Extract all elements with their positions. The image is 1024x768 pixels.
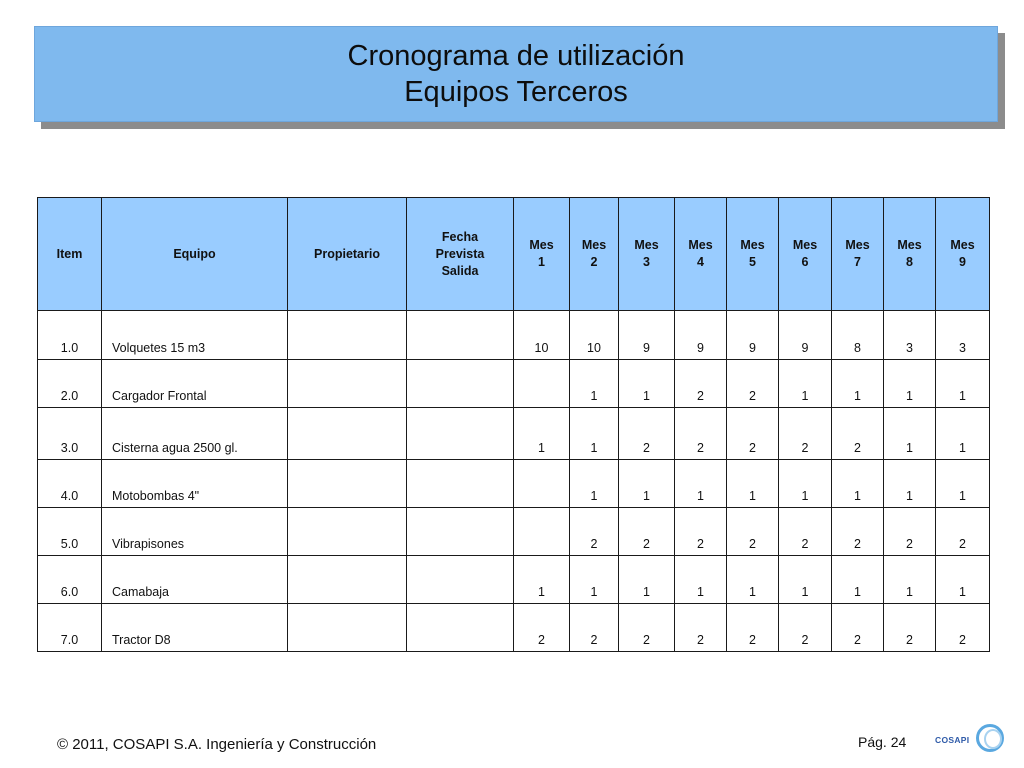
equipo-cell: Motobombas 4" bbox=[102, 460, 288, 508]
equipo-cell: Vibrapisones bbox=[102, 508, 288, 556]
column-header bbox=[38, 198, 102, 311]
table-row bbox=[38, 311, 990, 360]
table-row bbox=[38, 604, 990, 652]
column-header-text: 6 bbox=[801, 255, 809, 269]
column-header-text: Mes bbox=[792, 238, 818, 252]
mes-cell: 1 bbox=[936, 360, 990, 408]
mes-cell: 1 bbox=[570, 460, 619, 508]
mes-cell: 8 bbox=[832, 311, 884, 360]
column-header-text: Mes bbox=[950, 238, 975, 252]
equipo-cell: Cisterna agua 2500 gl. bbox=[102, 408, 288, 460]
mes-cell: 2 bbox=[570, 508, 619, 556]
mes-cell: 2 bbox=[619, 408, 675, 460]
column-header-text: 9 bbox=[959, 255, 966, 269]
propietario-cell bbox=[288, 360, 407, 408]
column-header-text: Mes bbox=[529, 238, 554, 252]
column-header-text: 1 bbox=[538, 255, 545, 269]
fecha-cell bbox=[407, 556, 514, 604]
mes-cell: 2 bbox=[675, 360, 727, 408]
mes-cell: 9 bbox=[779, 311, 832, 360]
mes-cell: 1 bbox=[570, 408, 619, 460]
slide-title-line-2: Equipos Terceros bbox=[404, 76, 628, 108]
mes-cell: 1 bbox=[570, 556, 619, 604]
mes-cell: 1 bbox=[779, 360, 832, 408]
item-cell: 6.0 bbox=[38, 556, 102, 604]
mes-cell: 2 bbox=[832, 604, 884, 652]
mes-cell: 1 bbox=[884, 556, 936, 604]
propietario-cell bbox=[288, 604, 407, 652]
mes-cell: 10 bbox=[514, 311, 570, 360]
mes-cell bbox=[514, 508, 570, 556]
mes-cell: 1 bbox=[675, 460, 727, 508]
mes-cell: 1 bbox=[727, 556, 779, 604]
mes-cell: 2 bbox=[619, 604, 675, 652]
column-header bbox=[832, 198, 884, 311]
column-header-text: Item bbox=[56, 246, 83, 261]
propietario-cell bbox=[288, 460, 407, 508]
table-body bbox=[38, 311, 990, 652]
mes-cell: 1 bbox=[884, 408, 936, 460]
column-header-text: Propietario bbox=[314, 246, 380, 261]
mes-cell: 2 bbox=[779, 508, 832, 556]
column-header-text: Mes bbox=[581, 238, 607, 252]
column-header bbox=[619, 198, 675, 311]
fecha-cell bbox=[407, 408, 514, 460]
mes-cell: 1 bbox=[619, 556, 675, 604]
fecha-cell bbox=[407, 604, 514, 652]
footer-copyright: © 2011, COSAPI S.A. Ingeniería y Construcción bbox=[57, 736, 377, 753]
propietario-cell bbox=[288, 508, 407, 556]
mes-cell: 2 bbox=[514, 604, 570, 652]
table-row bbox=[38, 360, 990, 408]
fecha-cell bbox=[407, 311, 514, 360]
item-cell: 2.0 bbox=[38, 360, 102, 408]
table-header-row bbox=[38, 198, 990, 311]
mes-cell: 2 bbox=[884, 508, 936, 556]
item-cell: 5.0 bbox=[38, 508, 102, 556]
mes-cell: 3 bbox=[936, 311, 990, 360]
column-header bbox=[407, 198, 514, 311]
mes-cell: 3 bbox=[884, 311, 936, 360]
mes-cell: 2 bbox=[779, 408, 832, 460]
column-header-text: 3 bbox=[643, 255, 650, 269]
item-cell: 4.0 bbox=[38, 460, 102, 508]
mes-cell: 2 bbox=[675, 508, 727, 556]
column-header-text: 8 bbox=[906, 255, 913, 269]
column-header bbox=[779, 198, 832, 311]
logo-ring-inner-icon bbox=[984, 729, 1002, 749]
column-header-text: Mes bbox=[634, 238, 659, 252]
mes-cell: 2 bbox=[727, 604, 779, 652]
page-number: Pág. 24 bbox=[858, 734, 907, 750]
mes-cell: 2 bbox=[727, 408, 779, 460]
mes-cell: 1 bbox=[514, 556, 570, 604]
equipo-cell: Volquetes 15 m3 bbox=[102, 311, 288, 360]
mes-cell: 1 bbox=[832, 556, 884, 604]
mes-cell: 1 bbox=[936, 460, 990, 508]
column-header-text: Equipo bbox=[173, 246, 216, 261]
table-row bbox=[38, 460, 990, 508]
column-header-text: Prevista bbox=[435, 246, 485, 261]
fecha-cell bbox=[407, 360, 514, 408]
mes-cell: 10 bbox=[570, 311, 619, 360]
mes-cell: 9 bbox=[727, 311, 779, 360]
column-header-text: 7 bbox=[854, 255, 861, 269]
column-header bbox=[884, 198, 936, 311]
mes-cell: 2 bbox=[727, 360, 779, 408]
mes-cell: 1 bbox=[514, 408, 570, 460]
mes-cell: 2 bbox=[727, 508, 779, 556]
column-header-text: 4 bbox=[697, 255, 704, 269]
mes-cell: 1 bbox=[619, 360, 675, 408]
equipo-cell: Cargador Frontal bbox=[102, 360, 288, 408]
mes-cell: 1 bbox=[570, 360, 619, 408]
column-header bbox=[727, 198, 779, 311]
slide-title-line-1: Cronograma de utilización bbox=[347, 40, 685, 72]
propietario-cell bbox=[288, 408, 407, 460]
mes-cell: 1 bbox=[884, 360, 936, 408]
table-row bbox=[38, 556, 990, 604]
table-row bbox=[38, 508, 990, 556]
fecha-cell bbox=[407, 508, 514, 556]
mes-cell: 1 bbox=[779, 556, 832, 604]
mes-cell: 2 bbox=[675, 408, 727, 460]
column-header-text: Mes bbox=[845, 238, 870, 252]
mes-cell: 2 bbox=[832, 508, 884, 556]
column-header-text: Mes bbox=[740, 238, 765, 252]
item-cell: 1.0 bbox=[38, 311, 102, 360]
mes-cell: 9 bbox=[619, 311, 675, 360]
mes-cell: 2 bbox=[675, 604, 727, 652]
equipo-cell: Camabaja bbox=[102, 556, 288, 604]
mes-cell: 1 bbox=[832, 360, 884, 408]
mes-cell: 2 bbox=[619, 508, 675, 556]
equipo-cell: Tractor D8 bbox=[102, 604, 288, 652]
column-header-text: 2 bbox=[590, 255, 598, 269]
mes-cell: 1 bbox=[727, 460, 779, 508]
mes-cell: 1 bbox=[675, 556, 727, 604]
column-header bbox=[675, 198, 727, 311]
propietario-cell bbox=[288, 556, 407, 604]
fecha-cell bbox=[407, 460, 514, 508]
item-cell: 3.0 bbox=[38, 408, 102, 460]
column-header bbox=[570, 198, 619, 311]
column-header bbox=[288, 198, 407, 311]
mes-cell: 1 bbox=[779, 460, 832, 508]
item-cell: 7.0 bbox=[38, 604, 102, 652]
mes-cell: 2 bbox=[936, 604, 990, 652]
mes-cell: 2 bbox=[884, 604, 936, 652]
column-header-text: 5 bbox=[749, 255, 756, 269]
mes-cell: 1 bbox=[884, 460, 936, 508]
column-header-text: Salida bbox=[441, 263, 479, 278]
mes-cell: 2 bbox=[832, 408, 884, 460]
column-header bbox=[514, 198, 570, 311]
mes-cell: 2 bbox=[936, 508, 990, 556]
mes-cell: 2 bbox=[779, 604, 832, 652]
mes-cell bbox=[514, 460, 570, 508]
cosapi-logo bbox=[935, 722, 1010, 760]
table-row bbox=[38, 408, 990, 460]
propietario-cell bbox=[288, 311, 407, 360]
logo-text: COSAPI bbox=[935, 735, 970, 745]
column-header bbox=[102, 198, 288, 311]
column-header-text: Mes bbox=[897, 238, 922, 252]
mes-cell: 9 bbox=[675, 311, 727, 360]
mes-cell bbox=[514, 360, 570, 408]
mes-cell: 1 bbox=[832, 460, 884, 508]
column-header-text: Fecha bbox=[441, 229, 479, 244]
column-header-text: Mes bbox=[688, 238, 713, 252]
schedule-table bbox=[37, 197, 990, 652]
mes-cell: 1 bbox=[619, 460, 675, 508]
slide-title-box bbox=[34, 26, 998, 122]
mes-cell: 1 bbox=[936, 556, 990, 604]
mes-cell: 1 bbox=[936, 408, 990, 460]
mes-cell: 2 bbox=[570, 604, 619, 652]
column-header bbox=[936, 198, 990, 311]
